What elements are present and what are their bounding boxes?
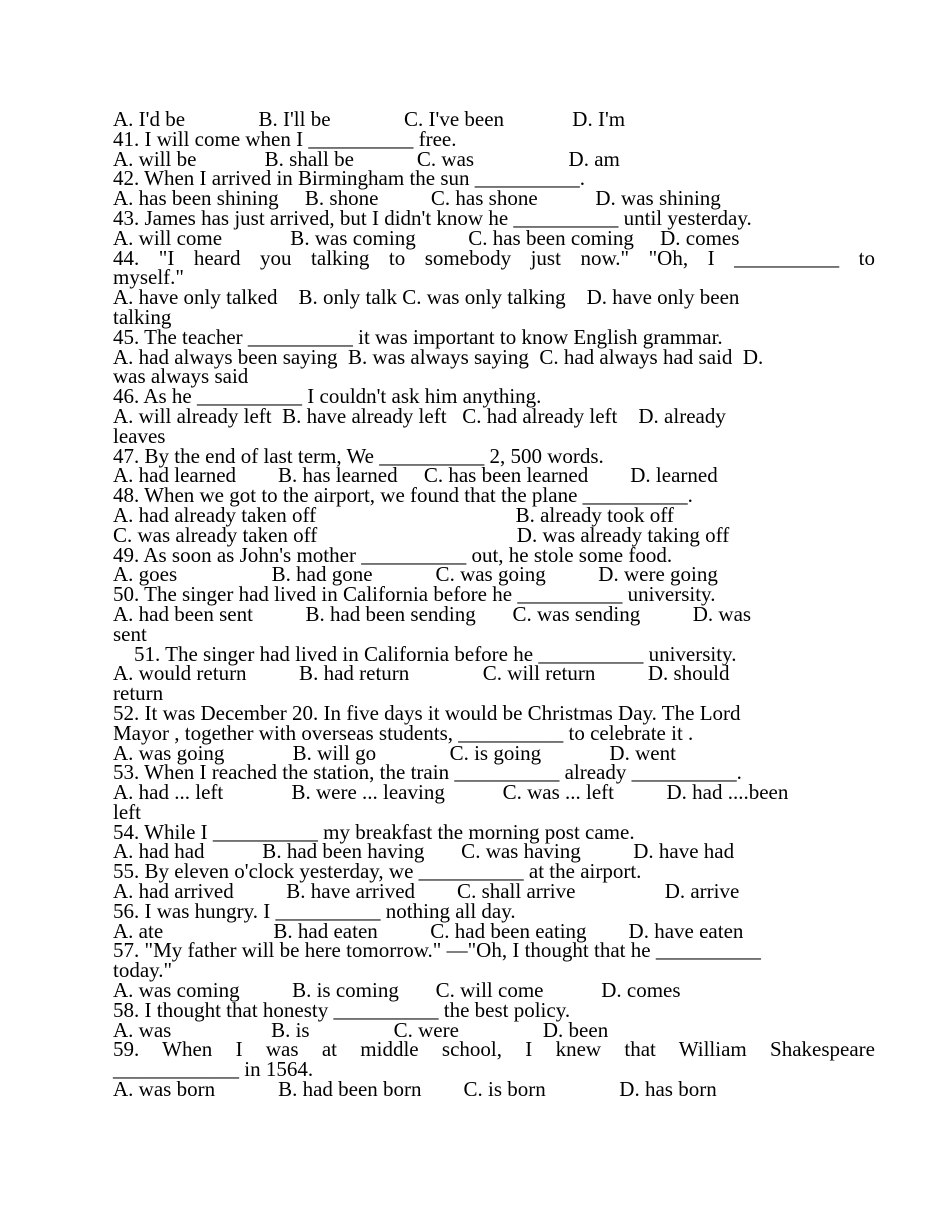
text-line: myself." [113,265,184,290]
text-line: 45. The teacher __________ it was important to know English grammar. [113,324,723,349]
text-line: talking [113,304,172,329]
text-line: 58. I thought that honesty __________ the best policy. [113,997,571,1022]
text-line: 49. As soon as John's mother __________ out, he stole some food. [113,542,673,567]
text-line: 48. When we got to the airport, we found that the plane __________. [113,483,693,508]
text-line: 54. While I __________ my breakfast the morning post came. [113,819,635,844]
text-line: left [113,799,141,824]
text-line: today." [113,958,173,983]
text-line: A. will be B. shall be C. was D. am [113,146,620,171]
text-line: A. had learned B. has learned C. has been learned D. learned [113,463,718,488]
text-line: A. will come B. was coming C. has been coming D. comes [113,225,740,250]
text-line: A. was B. is C. were D. been [113,1017,609,1042]
text-line: was always said [113,364,249,389]
text-line: 56. I was hungry. I __________ nothing all day. [113,898,516,923]
text-line: A. will already left B. have already left C. had already left D. already [113,403,726,428]
text-line: 51. The singer had lived in California before he __________ university. [113,641,737,666]
text-line: leaves [113,423,166,448]
text-line: A. had ... left B. were ... leaving C. was ... left D. had ....been [113,780,789,805]
text-line: A. had had B. had been having C. was having D. have had [113,839,735,864]
text-line: A. had been sent B. had been sending C. was sending D. was [113,601,752,626]
text-line: A. had already taken off B. already took off [113,502,674,527]
text-line: 47. By the end of last term, We __________ 2, 500 words. [113,443,604,468]
text-line: A. has been shining B. shone C. has shone D. was shining [113,186,721,211]
text-line: A. goes B. had gone C. was going D. were going [113,562,718,587]
text-line: A. had arrived B. have arrived C. shall arrive D. arrive [113,879,740,904]
text-line: A. had always been saying B. was always saying C. had always had said D. [113,344,764,369]
text-line: 42. When I arrived in Birmingham the sun __________. [113,166,586,191]
text-line: 46. As he __________ I couldn't ask him anything. [113,384,542,409]
text-line: A. was going B. will go C. is going D. went [113,740,676,765]
text-line: A. I'd be B. I'll be C. I've been D. I'm [113,107,626,131]
text-line: 50. The singer had lived in California before he __________ university. [113,582,716,607]
text-line: Mayor , together with overseas students, __________ to celebrate it . [113,720,694,745]
text-line: sent [113,621,147,646]
text-line: 43. James has just arrived, but I didn't know he __________ until yesterday. [113,205,752,230]
text-line: C. was already taken off D. was already taking off [113,522,730,547]
text-line: ____________ in 1564. [113,1057,314,1082]
text-line: 41. I will come when I __________ free. [113,126,457,151]
text-line: 52. It was December 20. In five days it would be Christmas Day. The Lord [113,700,741,725]
text-line: A. ate B. had eaten C. had been eating D. have eaten [113,918,744,943]
text-line: 44. "I heard you talking to somebody just now." "Oh, I __________ to [113,245,875,270]
text-line: 59. When I was at middle school, I knew that William Shakespeare [113,1037,875,1062]
text-line: A. was born B. had been born C. is born D. has born [113,1077,717,1102]
text-line: return [113,681,164,706]
text-line: 53. When I reached the station, the train __________ already __________. [113,760,742,785]
text-line: A. have only talked B. only talk C. was only talking D. have only been [113,285,740,310]
text-line: 57. "My father will be here tomorrow." —"Oh, I thought that he __________ [113,938,761,963]
text-line: A. would return B. had return C. will return D. should [113,661,730,686]
text-line: A. was coming B. is coming C. will come D. comes [113,978,681,1003]
text-line: 55. By eleven o'clock yesterday, we __________ at the airport. [113,859,642,884]
question-list [113,107,875,1102]
